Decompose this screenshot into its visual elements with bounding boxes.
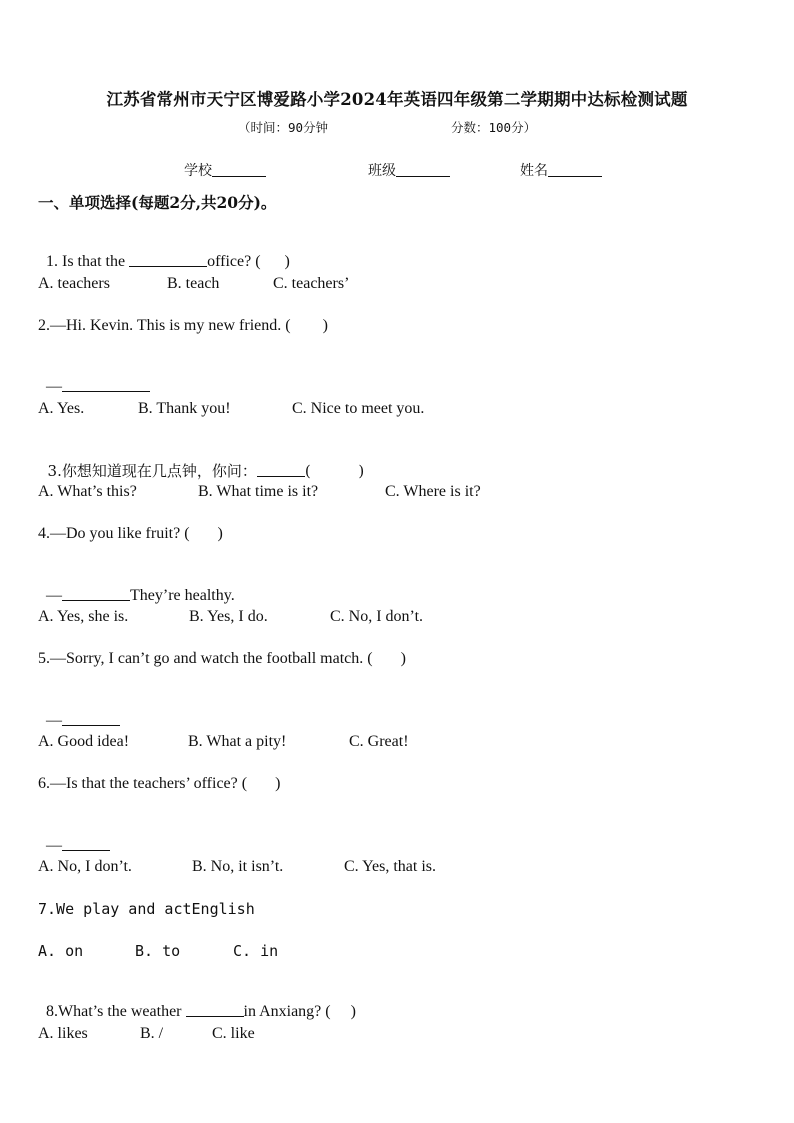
option-a: A. Yes. (38, 400, 85, 417)
option-b: B. Yes, I do. (189, 608, 268, 625)
option-c: C. in (233, 942, 279, 960)
option-b: B. No, it isn’t. (192, 858, 284, 875)
question-3-options (38, 483, 738, 503)
option-a: A. on (38, 942, 84, 960)
question-1 (38, 233, 290, 271)
option-c: C. like (212, 1025, 255, 1042)
question-5: 5.—Sorry, I can’t go and watch the football match. ( ) (38, 650, 406, 667)
section-heading: 一、单项选择(每题2分,共20分)。 (38, 193, 277, 212)
name-blank (548, 162, 602, 177)
school-blank (212, 162, 266, 177)
answer-blank (62, 710, 120, 726)
question-8-options (38, 1025, 738, 1045)
name-label: 姓名 (520, 163, 548, 179)
option-a: A. Yes, she is. (38, 608, 129, 625)
class-label: 班级 (368, 163, 396, 179)
exam-score: 分数：100分） (451, 120, 537, 135)
answer-blank (257, 461, 305, 477)
class-blank (396, 162, 450, 177)
option-c: C. Yes, that is. (344, 858, 437, 875)
question-7: 7.We play and actEnglish (38, 900, 255, 918)
answer-blank (62, 585, 130, 601)
option-a: A. likes (38, 1025, 88, 1042)
option-c: C. Where is it? (385, 483, 481, 500)
reply-dash: — (46, 837, 62, 854)
option-a: A. teachers (38, 275, 110, 292)
option-c: C. No, I don’t. (330, 608, 424, 625)
answer-blank (62, 376, 150, 392)
option-a: A. No, I don’t. (38, 858, 132, 875)
question-3 (38, 442, 364, 481)
question-stem-tail: in Anxiang? ( ) (243, 1003, 356, 1020)
option-b: B. / (140, 1025, 164, 1042)
exam-title: 江苏省常州市天宁区博爱路小学2024年英语四年级第二学期期中达标检测试题 (106, 90, 688, 109)
question-2: 2.—Hi. Kevin. This is my new friend. ( ) (38, 317, 328, 334)
question-4: 4.—Do you like fruit? ( ) (38, 525, 223, 542)
question-stem: 3.你想知道现在几点钟，你问： (47, 462, 257, 480)
option-a: A. What’s this? (38, 483, 137, 500)
question-6-reply (38, 817, 110, 855)
question-4-reply (38, 567, 235, 605)
question-2-reply (38, 358, 150, 396)
answer-blank (62, 835, 110, 851)
option-c: C. teachers’ (273, 275, 350, 292)
reply-dash: — (46, 712, 62, 729)
question-7-options (38, 942, 738, 962)
option-b: B. teach (167, 275, 220, 292)
reply-dash: — (46, 587, 62, 604)
option-b: B. What time is it? (198, 483, 319, 500)
school-field (184, 160, 266, 180)
question-5-options (38, 733, 738, 753)
question-4-options (38, 608, 738, 628)
question-5-reply (38, 692, 120, 730)
question-6-options (38, 858, 738, 878)
question-stem-tail: ( ) (304, 462, 365, 480)
question-8 (38, 983, 356, 1021)
option-c: C. Nice to meet you. (292, 400, 425, 417)
option-b: B. to (135, 942, 181, 960)
question-2-options (38, 400, 738, 420)
reply-tail: They’re healthy. (130, 587, 235, 604)
answer-blank (129, 251, 207, 267)
question-stem: 1. Is that the (46, 253, 130, 270)
question-6: 6.—Is that the teachers’ office? ( ) (38, 775, 281, 792)
question-1-options (38, 275, 738, 295)
question-stem-tail: office? ( ) (207, 253, 290, 270)
option-b: B. What a pity! (188, 733, 287, 750)
answer-blank (186, 1001, 244, 1017)
option-b: B. Thank you! (138, 400, 231, 417)
name-field (520, 160, 602, 180)
class-field (368, 160, 450, 180)
school-label: 学校 (184, 163, 212, 179)
question-stem: 8.What’s the weather (46, 1003, 186, 1020)
option-a: A. Good idea! (38, 733, 130, 750)
reply-dash: — (46, 378, 62, 395)
exam-time: （时间：90分钟 (238, 120, 329, 135)
option-c: C. Great! (349, 733, 409, 750)
